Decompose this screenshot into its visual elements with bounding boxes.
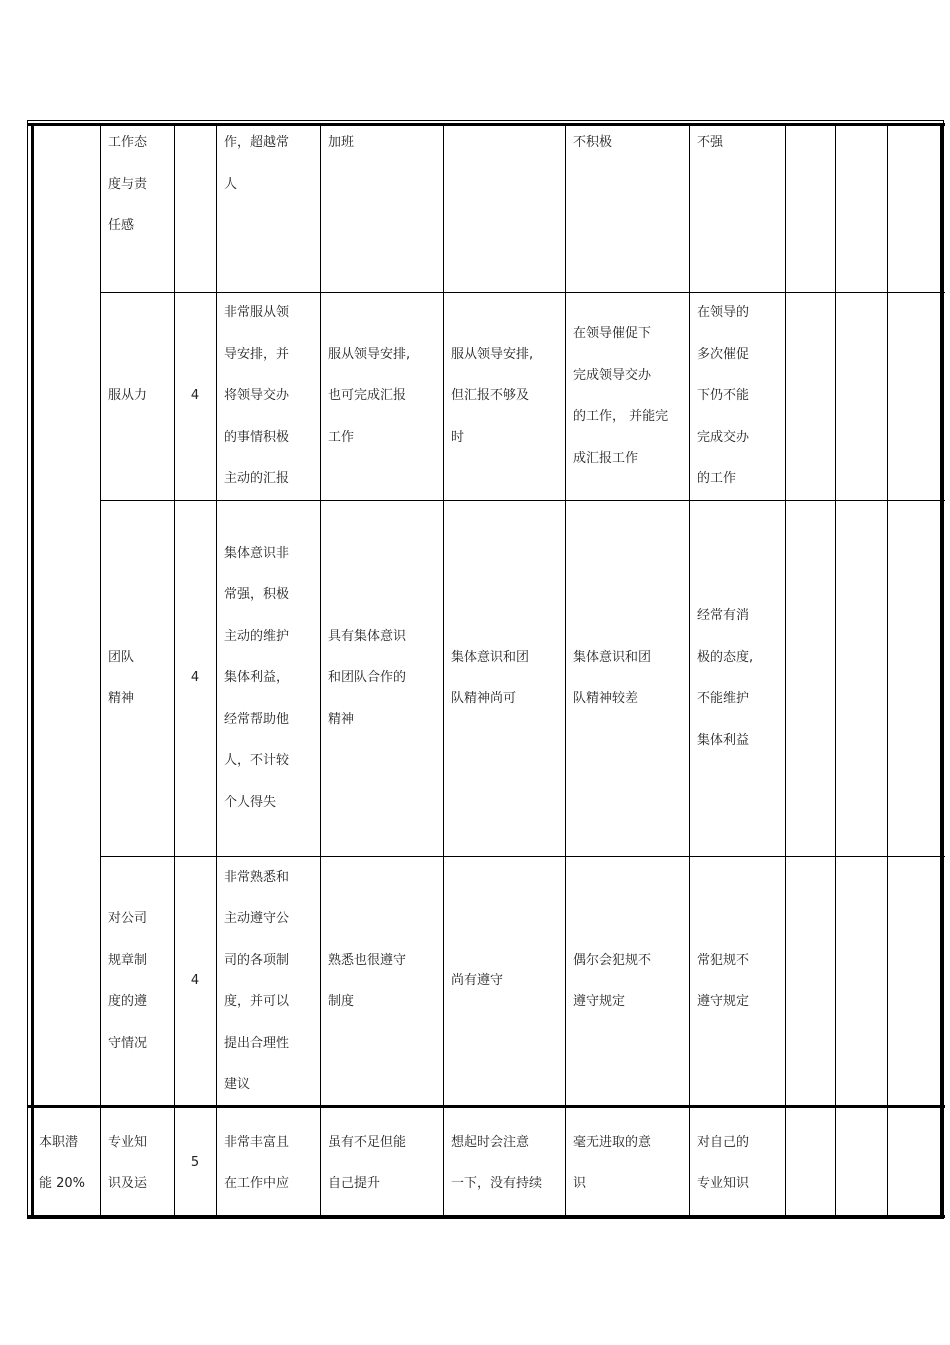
- cell-text-line: 建议: [224, 1077, 251, 1092]
- level-description: [689, 1122, 785, 1205]
- cell-text-line: 主动的维护: [224, 628, 290, 644]
- cell-text-line: 自己提升: [328, 1176, 381, 1191]
- cell-text-line: 偶尔会犯规不: [573, 952, 652, 968]
- cell-text-line: 非常服从领: [224, 305, 290, 321]
- evaluation-table: [27, 120, 944, 1219]
- cell-text-line: 常强，积极: [224, 587, 290, 603]
- cell-text-line: 经常有消: [697, 608, 750, 623]
- level-description: [216, 857, 320, 1106]
- cell-text-line: 提出合理性: [224, 1035, 290, 1051]
- level-description: [565, 313, 689, 479]
- cell-text-line: 在工作中应: [224, 1176, 290, 1191]
- table-rule-vertical: [887, 124, 888, 1216]
- cell-text-line: 精神: [328, 711, 355, 727]
- cell-text-line: 规章制: [108, 952, 148, 968]
- level-description: [216, 1122, 320, 1205]
- cell-text-line: 时: [451, 429, 465, 445]
- cell-text-line: 不强: [697, 135, 724, 150]
- level-description: [689, 940, 785, 1023]
- cell-text-line: 非常丰富且: [224, 1134, 290, 1150]
- table-rule-horizontal: [28, 1215, 945, 1218]
- table-rule-vertical: [785, 124, 786, 1216]
- cell-text-line: 识及运: [108, 1176, 148, 1191]
- cell-text-line: 服从领导安排,: [328, 346, 411, 362]
- criteria-name: [100, 898, 174, 1064]
- cell-text-line: 人: [224, 176, 238, 192]
- cell-text-line: 和团队合作的: [328, 670, 407, 686]
- cell-text-line: 遵守规定: [573, 994, 626, 1009]
- cell-text-line: 集体意识非: [224, 545, 290, 561]
- level-description: [565, 122, 689, 164]
- weight-score: 4: [190, 388, 200, 404]
- table-rule-horizontal: [100, 500, 945, 501]
- cell-text-line: 将领导交办: [224, 388, 290, 404]
- cell-text-line: 毫无进取的意: [573, 1134, 652, 1150]
- cell-text-line: 导安排，并: [224, 346, 290, 362]
- level-description: [689, 122, 785, 164]
- criteria-name: [100, 375, 174, 417]
- cell-text-line: 本职潜: [39, 1134, 79, 1150]
- cell-text-line: 完成交办: [697, 429, 750, 445]
- level-description: [216, 122, 320, 205]
- criteria-name: [100, 1122, 174, 1205]
- level-description: [565, 940, 689, 1023]
- cell-text-line: 集体利益，: [224, 670, 290, 686]
- cell-text-line: 也可完成汇报: [328, 388, 407, 404]
- weight-score: 5: [190, 1155, 200, 1171]
- cell-text-line: 工作: [328, 429, 355, 445]
- table-rule-vertical: [835, 124, 836, 1216]
- cell-text-line: 队精神尚可: [451, 691, 517, 706]
- cell-text-line: 尚有遵守: [451, 973, 504, 989]
- cell-text-line: 不能维护: [697, 691, 750, 706]
- cell-text-line: 能 20%: [39, 1176, 86, 1191]
- cell-text-line: 服从力: [108, 388, 148, 404]
- cell-text-line: 成汇报工作: [573, 450, 639, 466]
- cell-text-line: 人，不计较: [224, 753, 290, 769]
- level-description: [216, 533, 320, 824]
- cell-text-line: 虽有不足但能: [328, 1134, 407, 1150]
- criteria-name: [100, 122, 174, 247]
- cell-text-line: 司的各项制: [224, 952, 290, 968]
- level-description: [443, 637, 565, 720]
- level-description: [216, 292, 320, 500]
- cell-text-line: 团队: [108, 649, 135, 665]
- cell-text-line: 下仍不能: [697, 388, 750, 404]
- cell-text-line: 加班: [328, 135, 355, 150]
- cell-text-line: 主动的汇报: [224, 471, 290, 487]
- cell-text-line: 的事情积极: [224, 429, 290, 445]
- cell-text-line: 非常熟悉和: [224, 869, 290, 885]
- cell-text-line: 遵守规定: [697, 994, 750, 1009]
- table-rule-vertical: [940, 124, 943, 1216]
- level-description: [320, 1122, 443, 1205]
- table-rule-horizontal: [28, 1105, 945, 1108]
- cell-text-line: 精神: [108, 691, 135, 706]
- cell-text-line: 专业知: [108, 1134, 148, 1150]
- level-description: [443, 1122, 565, 1205]
- cell-text-line: 经常帮助他: [224, 711, 290, 727]
- level-description: [320, 122, 443, 164]
- cell-text-line: 极的态度,: [697, 649, 754, 665]
- cell-text-line: 想起时会注意: [451, 1134, 530, 1150]
- cell-text-line: 多次催促: [697, 346, 750, 362]
- cell-text-line: 守情况: [108, 1035, 148, 1051]
- cell-text-line: 制度: [328, 994, 355, 1009]
- cell-text-line: 识: [573, 1176, 587, 1191]
- cell-text-line: 不积极: [573, 135, 613, 150]
- cell-text-line: 度，并可以: [224, 994, 290, 1009]
- level-description: [689, 292, 785, 500]
- cell-text-line: 在领导催促下: [573, 326, 652, 341]
- group-label: [31, 1122, 100, 1205]
- level-description: [565, 1122, 689, 1205]
- cell-text-line: 的工作， 并能完: [573, 409, 669, 424]
- cell-text-line: 常犯规不: [697, 952, 750, 968]
- cell-text-line: 个人得失: [224, 794, 277, 810]
- cell-text-line: 主动遵守公: [224, 911, 290, 926]
- cell-text-line: 作，超越常: [224, 135, 290, 150]
- cell-text-line: 完成领导交办: [573, 367, 652, 383]
- cell-text-line: 专业知识: [697, 1176, 750, 1191]
- table-rule-vertical: [31, 124, 34, 1216]
- level-description: [689, 595, 785, 761]
- cell-text-line: 度与责: [108, 176, 148, 192]
- cell-text-line: 具有集体意识: [328, 628, 407, 644]
- cell-text-line: 一下，没有持续: [451, 1176, 543, 1191]
- cell-text-line: 度的遵: [108, 994, 148, 1009]
- level-description: [320, 334, 443, 459]
- cell-text-line: 但汇报不够及: [451, 388, 530, 404]
- cell-text-line: 队精神较差: [573, 691, 639, 706]
- cell-text-line: 工作态: [108, 135, 148, 150]
- level-description: [443, 960, 565, 1002]
- level-description: [443, 334, 565, 459]
- level-description: [565, 637, 689, 720]
- weight-score: 4: [190, 973, 200, 989]
- cell-text-line: 对公司: [108, 911, 148, 926]
- cell-text-line: 任感: [108, 218, 135, 233]
- cell-text-line: 集体意识和团: [573, 649, 652, 665]
- level-description: [320, 940, 443, 1023]
- cell-text-line: 集体利益: [697, 732, 750, 748]
- level-description: [320, 616, 443, 741]
- cell-text-line: 对自己的: [697, 1134, 750, 1150]
- cell-text-line: 的工作: [697, 471, 737, 487]
- weight-score: 4: [190, 670, 200, 686]
- cell-text-line: 熟悉也很遵守: [328, 952, 407, 968]
- cell-text-line: 服从领导安排,: [451, 346, 534, 362]
- criteria-name: [100, 637, 174, 720]
- cell-text-line: 集体意识和团: [451, 649, 530, 665]
- cell-text-line: 在领导的: [697, 305, 750, 321]
